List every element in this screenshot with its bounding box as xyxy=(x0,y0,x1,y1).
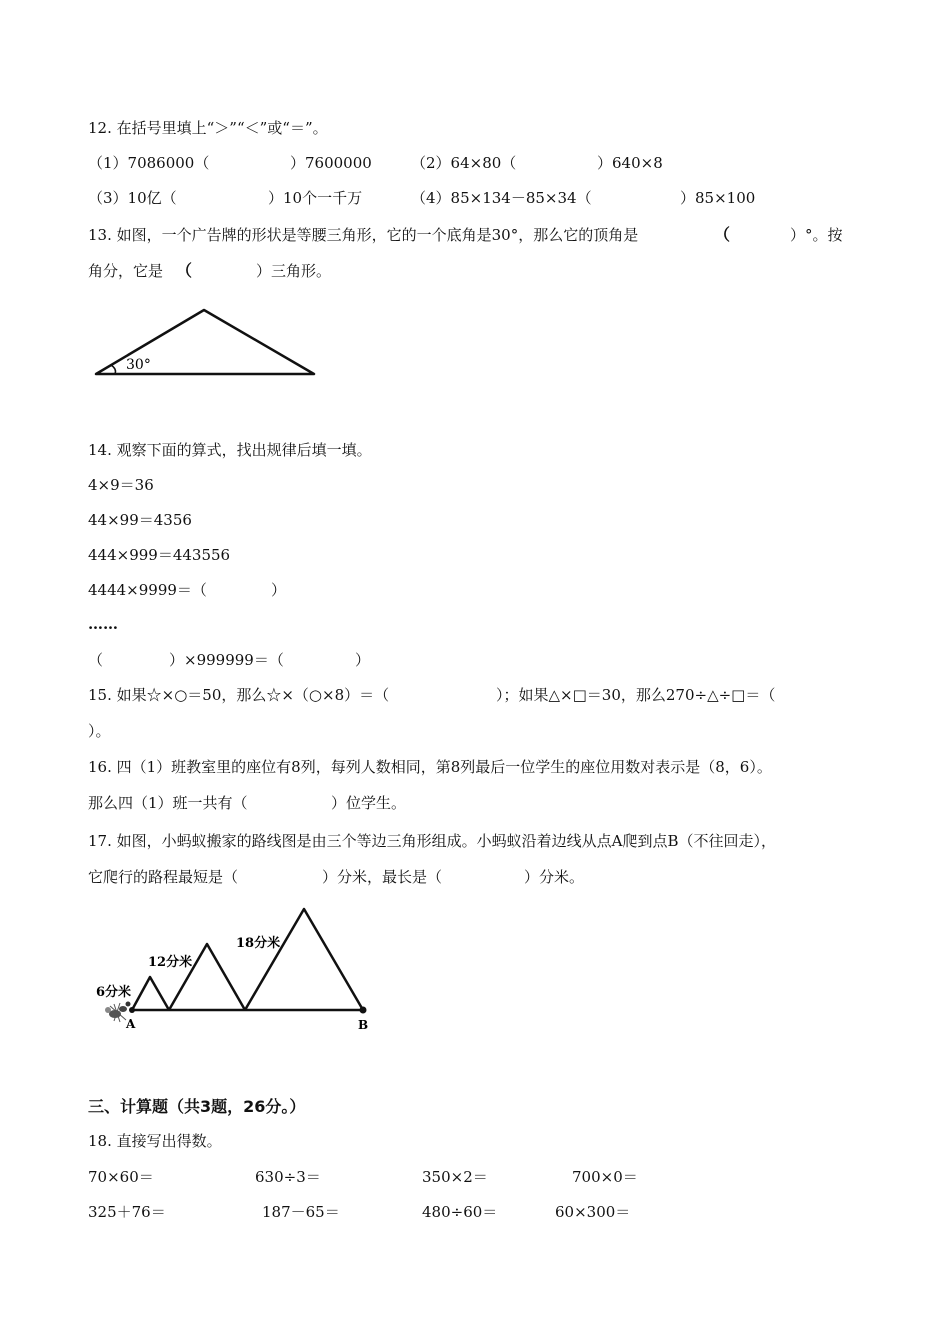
point-b-dot xyxy=(360,1007,367,1014)
q18-r2c2: 187－65＝ xyxy=(262,1203,340,1221)
q14-ellipsis: …… xyxy=(88,615,118,633)
q17-line1: 17. 如图，小蚂蚁搬家的路线图是由三个等边三角形组成。小蚂蚁沿着边线从点A爬到点B（不往回走）， xyxy=(88,832,776,850)
q12-title: 12. 在括号里填上“＞”“＜”或“＝”。 xyxy=(88,119,328,137)
q18-r1c2: 630÷3＝ xyxy=(255,1168,321,1186)
q16-line2-right: ）位学生。 xyxy=(331,794,407,812)
q12-part1-left: （1）7086000（ xyxy=(88,154,210,172)
point-a-dot xyxy=(129,1007,135,1013)
q17-line2-right: ）分米。 xyxy=(524,868,585,886)
q12-part3-left: （3）10亿（ xyxy=(88,189,177,207)
q14-eq4-right: ） xyxy=(271,581,287,599)
large-triangle xyxy=(245,909,363,1010)
q16-line2-left: 那么四（1）班一共有（ xyxy=(88,794,248,812)
q18-r1c3: 350×2＝ xyxy=(422,1168,488,1186)
q18-r2c3: 480÷60＝ xyxy=(422,1203,498,1221)
q13-paren-open-1: （ xyxy=(714,225,731,244)
q18-r1c1: 70×60＝ xyxy=(88,1168,154,1186)
label-12dm: 12分米 xyxy=(148,955,193,970)
q14-title: 14. 观察下面的算式，找出规律后填一填。 xyxy=(88,441,372,459)
q13-line2: 角分，它是 xyxy=(88,262,164,280)
q15-line1-part1: 15. 如果☆×○＝50，那么☆×（○×8）＝（ xyxy=(88,686,390,704)
label-point-a: A xyxy=(126,1017,136,1031)
q13-line2-end: ）三角形。 xyxy=(256,262,332,280)
label-6dm: 6分米 xyxy=(96,985,132,1000)
q14-eq3: 444×999＝443556 xyxy=(88,546,231,564)
q14-eq5-mid: ）×999999＝（ xyxy=(169,651,284,669)
isosceles-triangle-figure xyxy=(90,303,320,383)
ant-path-figure xyxy=(90,900,390,1040)
q14-eq5-left: （ xyxy=(88,651,104,669)
q12-part3-right: ）10个一千万 xyxy=(268,189,363,207)
q18-r2c4: 60×300＝ xyxy=(555,1203,631,1221)
angle-label: 30° xyxy=(126,357,151,373)
section-3-title: 三、计算题（共3题，26分。） xyxy=(88,1097,306,1116)
q13-line1-end: ）°。按 xyxy=(790,226,843,244)
q14-eq2: 44×99＝4356 xyxy=(88,511,192,529)
q18-r1c4: 700×0＝ xyxy=(572,1168,638,1186)
q12-part4-left: （4）85×134－85×34（ xyxy=(411,189,592,207)
q16-line1: 16. 四（1）班教室里的座位有8列，每列人数相同，第8列最后一位学生的座位用数对表示是（8，6）。 xyxy=(88,758,772,776)
q12-part1-right: ）7600000 xyxy=(290,154,372,172)
q12-part2-right: ）640×8 xyxy=(597,154,663,172)
label-18dm: 18分米 xyxy=(236,936,281,951)
q15-line2: ）。 xyxy=(88,722,111,740)
middle-triangle xyxy=(169,944,245,1010)
q14-eq1: 4×9＝36 xyxy=(88,476,154,494)
q17-line2-left: 它爬行的路程最短是（ xyxy=(88,868,239,886)
small-triangle xyxy=(132,977,169,1010)
q14-eq5-right: ） xyxy=(355,651,371,669)
q14-eq4-left: 4444×9999＝（ xyxy=(88,581,207,599)
q13-paren-open-2: （ xyxy=(176,261,193,280)
q17-line2-mid: ）分米，最长是（ xyxy=(322,868,443,886)
q18-r2c1: 325＋76＝ xyxy=(88,1203,166,1221)
q12-part2-left: （2）64×80（ xyxy=(411,154,517,172)
q12-part4-right: ）85×100 xyxy=(680,189,756,207)
q18-title: 18. 直接写出得数。 xyxy=(88,1132,222,1150)
label-point-b: B xyxy=(358,1018,369,1032)
angle-arc xyxy=(111,365,116,374)
q13-line1: 13. 如图，一个广告牌的形状是等腰三角形，它的一个底角是30°，那么它的顶角是 xyxy=(88,226,639,244)
q15-line1-part2: ）；如果△×□＝30，那么270÷△÷□＝（ xyxy=(496,686,776,704)
